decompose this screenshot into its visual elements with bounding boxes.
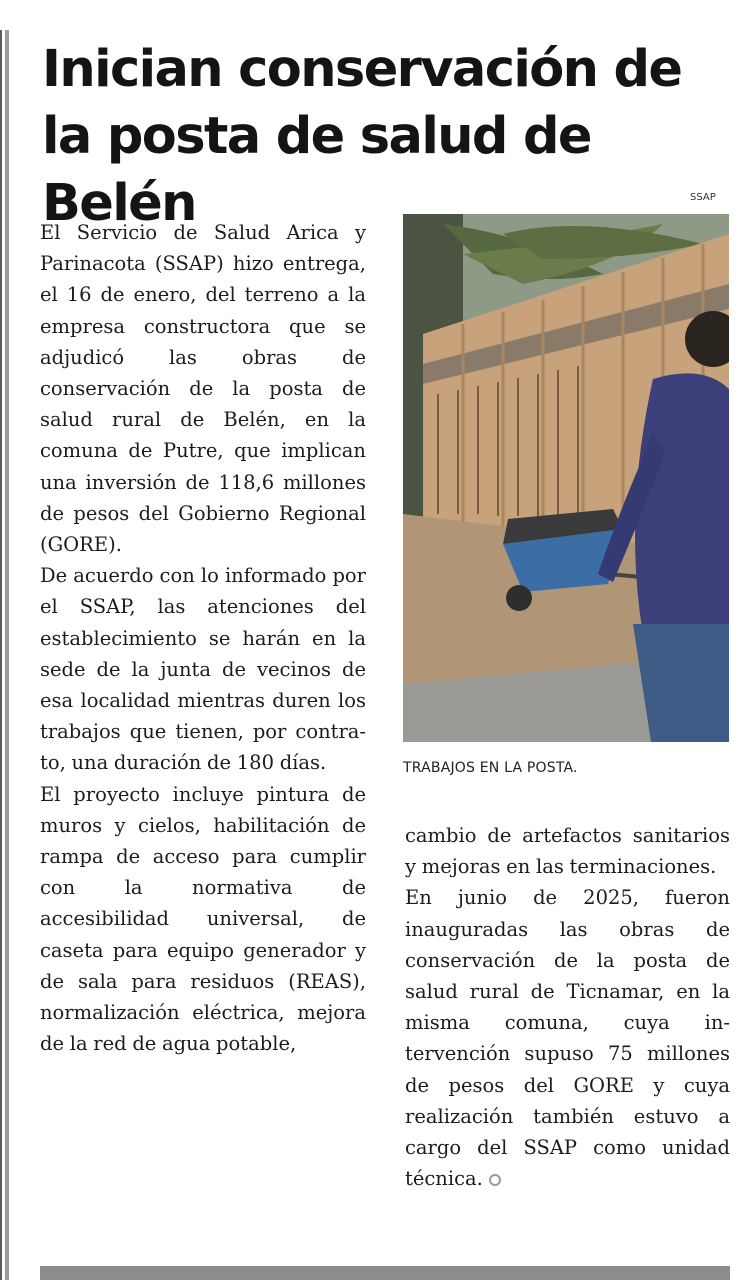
article-paragraph: De acuerdo con lo informado por el SSAP, las atenciones del establecimiento se harán en la sede de la junta de vecinos de esa localidad mientras duren los trabajos que tienen, por contrato, una duración de 180 días.	[40, 564, 366, 775]
photo-credit: SSAP	[690, 192, 716, 203]
photo-caption: TRABAJOS EN LA POSTA.	[403, 760, 578, 776]
article-body-left	[40, 217, 366, 1059]
article-paragraph: El Servicio de Salud Arica y Parinacota (SSAP) hizo entrega, el 16 de enero, del terreno a la empresa constructora que se adjudicó las obras de conservación de la posta de salud rural de Belén, en la comuna de Putre, que implican una inversión de 118,6 millones de pesos del Gobierno Regional (GORE).	[40, 221, 366, 557]
bottom-divider-bar	[40, 1266, 730, 1280]
article-paragraph: cambio de artefactos sanitarios y mejoras en las terminaciones.	[405, 824, 730, 879]
article-paragraph: El proyecto incluye pintura de muros y cielos, habilitación de rampa de acceso para cumplir con la normativa de accesibilidad universal, de caseta para equipo generador y de sala para residuos (REAS), normalización eléctrica, mejora de la red de agua potable,	[40, 782, 366, 1056]
article-body-right	[405, 820, 730, 1194]
article-headline: Inician conservación de la posta de salud de Belén	[42, 40, 682, 233]
article-photo	[403, 214, 729, 742]
article-paragraph-text: En junio de 2025, fueron inauguradas las obras de conservación de la posta de salud rural de Ticnamar, en la misma comuna, cuya intervención supuso 75 millones de pesos del GORE y cuya realización también estuvo a cargo del SSAP como unidad técnica.	[405, 886, 730, 1191]
end-of-article-icon	[489, 1174, 501, 1186]
column-rule	[0, 30, 9, 1280]
article-paragraph	[405, 882, 730, 1194]
